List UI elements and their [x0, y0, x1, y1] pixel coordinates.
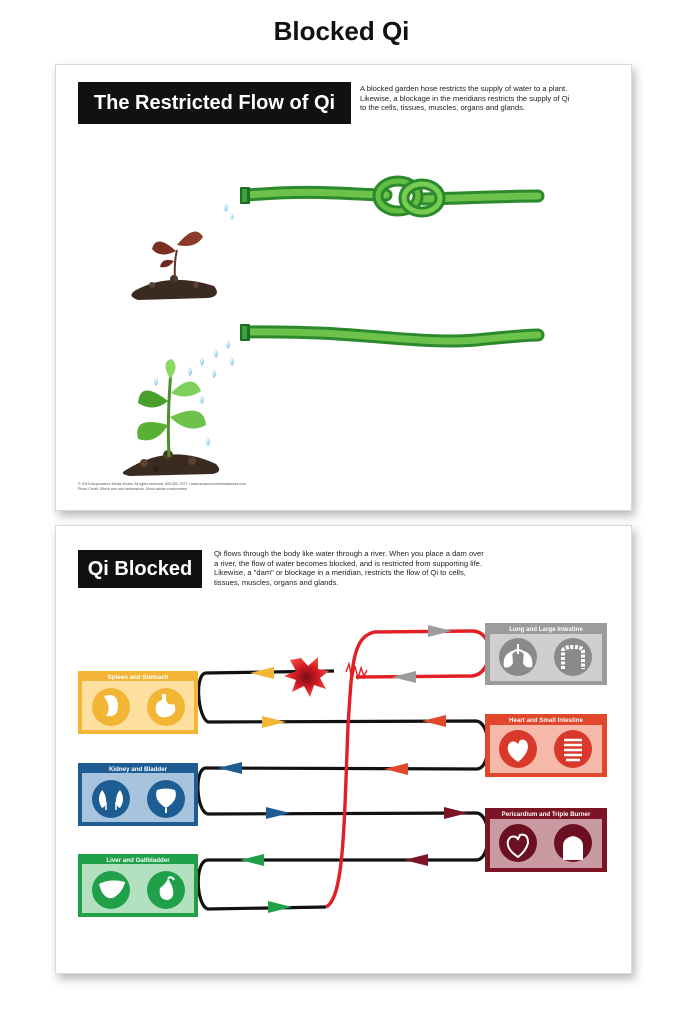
arrow-yellow: [250, 667, 274, 679]
page-title: Blocked Qi: [273, 16, 410, 46]
kidney-bladder-box: [78, 763, 198, 826]
panel-title: Qi Blocked: [78, 550, 202, 588]
arrow-green: [240, 854, 264, 866]
arrow-gray: [428, 625, 452, 637]
arrow-blue: [266, 807, 290, 819]
organ-pair-label: Lung and Large Intestine: [509, 626, 583, 633]
panel-title: The Restricted Flow of Qi: [78, 82, 351, 124]
hose-illustration: [56, 65, 631, 510]
lung-large-intestine-box: [485, 623, 607, 685]
meridian-line: [198, 671, 488, 909]
wilted-plant-icon: [131, 232, 216, 300]
meridian-flow-diagram: [56, 526, 631, 973]
healthy-plant-icon: [123, 359, 219, 476]
arrow-maroon: [444, 807, 468, 819]
knotted-hose: [240, 181, 538, 212]
organ-pair-label: Kidney and Bladder: [108, 766, 168, 773]
organ-pair-label: Pericardium and Triple Burner: [501, 811, 591, 818]
water-drop-icon: [224, 203, 234, 220]
arrow-red: [384, 763, 408, 775]
organ-pair-label: Heart and Small Intestine: [509, 717, 583, 724]
pericardium-triple-burner-box: [485, 808, 607, 872]
copyright-text: © 2019 Acupuncture Media Works. All rights reserved. 800-000-7577 • www.acupuncturemediaworks.com Photo Credit: iStock.com and adobestock. Stock.adobe.com/creative: [78, 482, 247, 491]
arrow-red: [422, 715, 446, 727]
unblocked-hose: [240, 324, 538, 341]
organ-pair-label: Liver and Gallbladder: [106, 857, 170, 864]
heart-small-intestine-box: [485, 714, 607, 777]
arrow-gray: [392, 671, 416, 683]
qi-blocked-panel: [55, 525, 632, 974]
spleen-stomach-box: [78, 671, 198, 734]
arrow-yellow: [262, 716, 286, 728]
arrow-maroon: [404, 854, 428, 866]
panel-description: A blocked garden hose restricts the supply of water to a plant. Likewise, a blockage in the meridians restricts the supply of Qi to the cells, tissues, muscles, organs and glands.: [360, 84, 570, 112]
organ-pair-label: Spleen and Stomach: [107, 674, 169, 681]
panel-description: Qi flows through the body like water through a river. When you place a dam over a river, the flow of water becomes blocked, and is restricted from supporting life. Likewise, a "dam" or blockage in a meridian, restricts the flow of Qi to cells, tissues, muscles, organs and glands.: [214, 549, 484, 587]
arrow-blue: [218, 762, 242, 774]
liver-gallbladder-box: [78, 854, 198, 917]
triple-burner-icon: [563, 836, 583, 860]
restricted-flow-panel: [55, 64, 632, 511]
arrow-green: [268, 901, 292, 913]
